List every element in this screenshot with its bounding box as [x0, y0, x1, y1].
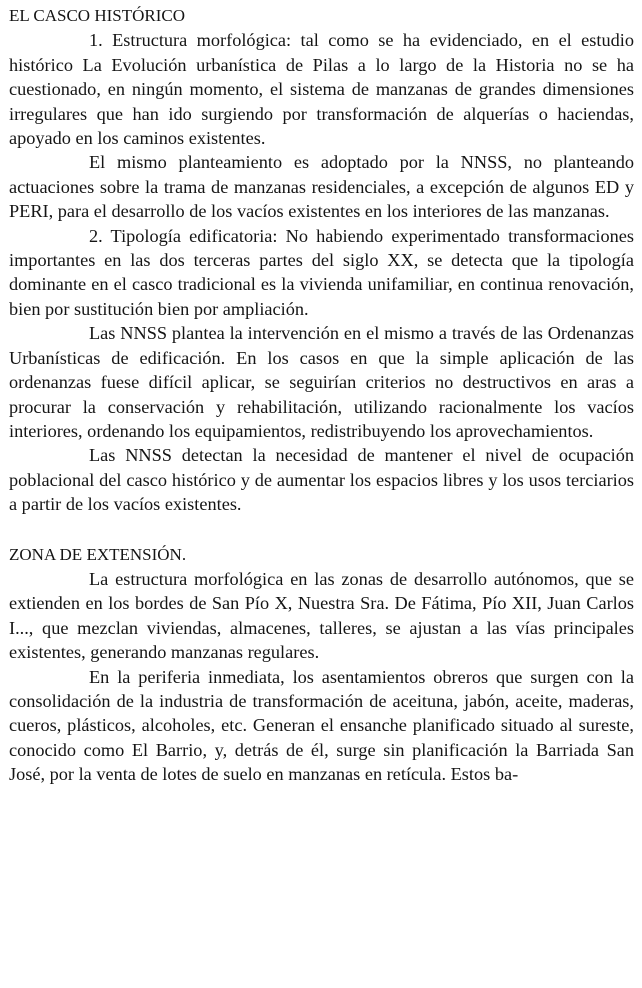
paragraph: La estructura morfológica en las zonas de desarrollo autónomos, que se extienden en los bordes de San Pío X, Nuestra Sra. De Fátima, Pío XII, Juan Carlos I..., que mezclan viviendas, almacenes, talleres, se ajustan a las vías principales existentes, generando manzanas regulares. — [9, 568, 634, 663]
paragraph: 1. Estructura morfológica: tal como se ha evidenciado, en el estudio histórico La Evolución urbanística de Pilas a lo largo de la Historia no se ha cuestionado, en ningún momento, el sistema de manzanas de grandes dimensiones irregulares que han ido surgiendo por transformación de alquerías o haciendas, apoyado en los caminos existentes. — [9, 30, 634, 149]
section-heading-casco-historico: EL CASCO HISTÓRICO — [9, 6, 185, 25]
paragraph: Las NNSS detectan la necesidad de mantener el nivel de ocupación poblacional del casco histórico y de aumentar los espacios libres y los usos terciarios a partir de los vacíos existentes. — [9, 445, 634, 515]
document-page — [9, 0, 634, 787]
paragraph: Las NNSS plantea la intervención en el mismo a través de las Ordenanzas Urbanísticas de edificación. En los casos en que la simple aplicación de las ordenanzas fuese difícil aplicar, se seguirían criterios no destructivos en aras a procurar la conservación y rehabilitación, utilizando racionalmente los vacíos interiores, ordenando los equipamientos, redistribuyendo los aprovechamientos. — [9, 323, 634, 441]
paragraph: El mismo planteamiento es adoptado por la NNSS, no planteando actuaciones sobre la trama de manzanas residenciales, a excepción de algunos ED y PERI, para el desarrollo de los vacíos existentes en los interiores de las manzanas. — [9, 152, 634, 222]
paragraph: 2. Tipología edificatoria: No habiendo experimentado transformaciones importantes en las dos terceras partes del siglo XX, se detecta que la tipología dominante en el casco tradicional es la vivienda unifamiliar, en continua renovación, bien por sustitución bien por ampliación. — [9, 225, 634, 319]
section-heading-zona-extension: ZONA DE EXTENSIÓN. — [9, 544, 187, 564]
paragraph: En la periferia inmediata, los asentamientos obreros que surgen con la consolidación de la industria de transformación de aceituna, jabón, aceite, maderas, cueros, plásticos, alcoholes, etc. Generan el ensanche planificado situado al sureste, conocido como El Barrio, y, detrás de él, surge sin planificación la Barriada San José, por la venta de lotes de suelo en manzanas en retícula. Estos ba- — [9, 666, 634, 785]
